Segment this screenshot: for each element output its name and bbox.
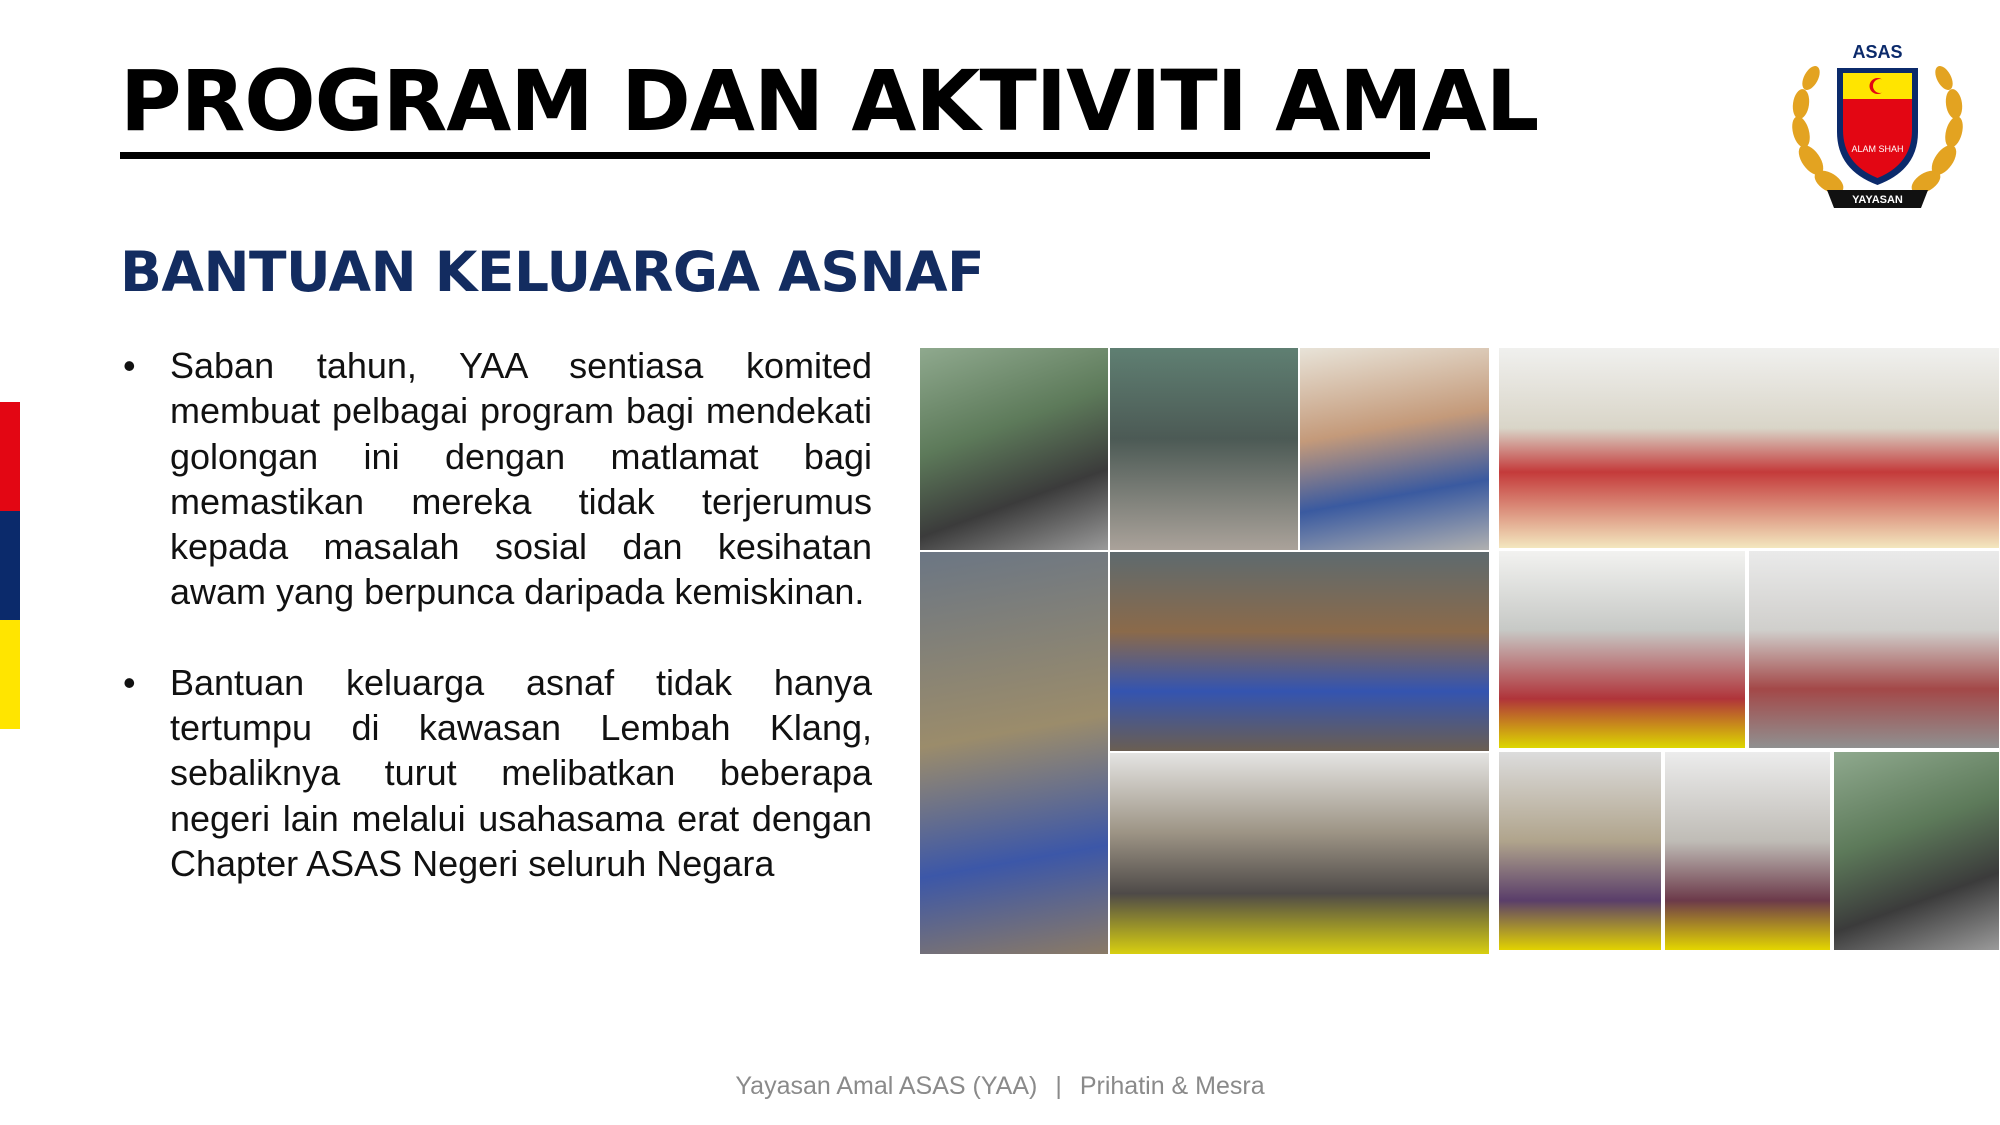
photo-roadside-handover	[1110, 348, 1298, 550]
title-underline	[120, 152, 1430, 159]
photo-aid-distribution-2	[1665, 752, 1830, 950]
photo-group-thumbs-up	[1110, 753, 1489, 954]
photo-aid-distribution-1	[1499, 752, 1661, 950]
photo-lady-receiving-aid	[1110, 552, 1489, 751]
footer-tagline: Prihatin & Mesra	[1079, 1072, 1265, 1100]
bullet-icon: •	[123, 345, 136, 386]
yayasan-asas-logo	[1785, 40, 1970, 220]
bullet-text: Saban tahun, YAA sentiasa komited membuat pelbagai program bagi mendekati golongan ini dengan matlamat bagi memastikan mereka tidak terjerumus kepada masalah sosial dan kesihatan awam yang berpunca daripada kemiskinan.	[170, 345, 872, 613]
accent-bar-yellow	[0, 620, 20, 729]
logo-arc-text: ALAM SHAH	[1851, 144, 1904, 154]
footer-separator: |	[1055, 1072, 1062, 1100]
accent-bar-red	[0, 402, 20, 511]
photo-aid-distribution-3	[1834, 752, 1999, 950]
footer	[0, 1072, 2000, 1101]
photo-motorcycle-handover	[920, 348, 1108, 550]
slide-title: PROGRAM DAN AKTIVITI AMAL	[120, 52, 1539, 150]
accent-bar-navy	[0, 511, 20, 620]
logo-ribbon-text: YAYASAN	[1852, 194, 1903, 206]
bullet-icon: •	[123, 661, 136, 703]
photo-hall-audience	[1499, 551, 1745, 748]
photo-panel-table	[1499, 348, 1999, 548]
photo-shop-front-handover	[920, 552, 1108, 954]
logo-top-text: ASAS	[1852, 42, 1903, 62]
footer-org: Yayasan Amal ASAS (YAA)	[735, 1072, 1038, 1100]
bullet-text: Bantuan keluarga asnaf tidak hanya tertumpu di kawasan Lembah Klang, sebaliknya turut melibatkan beberapa negeri lain melalui usahasama erat dengan Chapter ASAS Negeri seluruh Negara	[170, 661, 872, 884]
bullet-item	[120, 343, 872, 615]
photo-shop-handover	[1300, 348, 1489, 550]
section-heading: BANTUAN KELUARGA ASNAF	[120, 240, 985, 304]
bullet-list	[120, 343, 872, 931]
photo-hall-seated-recipients	[1749, 551, 1999, 748]
bullet-item	[120, 660, 872, 886]
